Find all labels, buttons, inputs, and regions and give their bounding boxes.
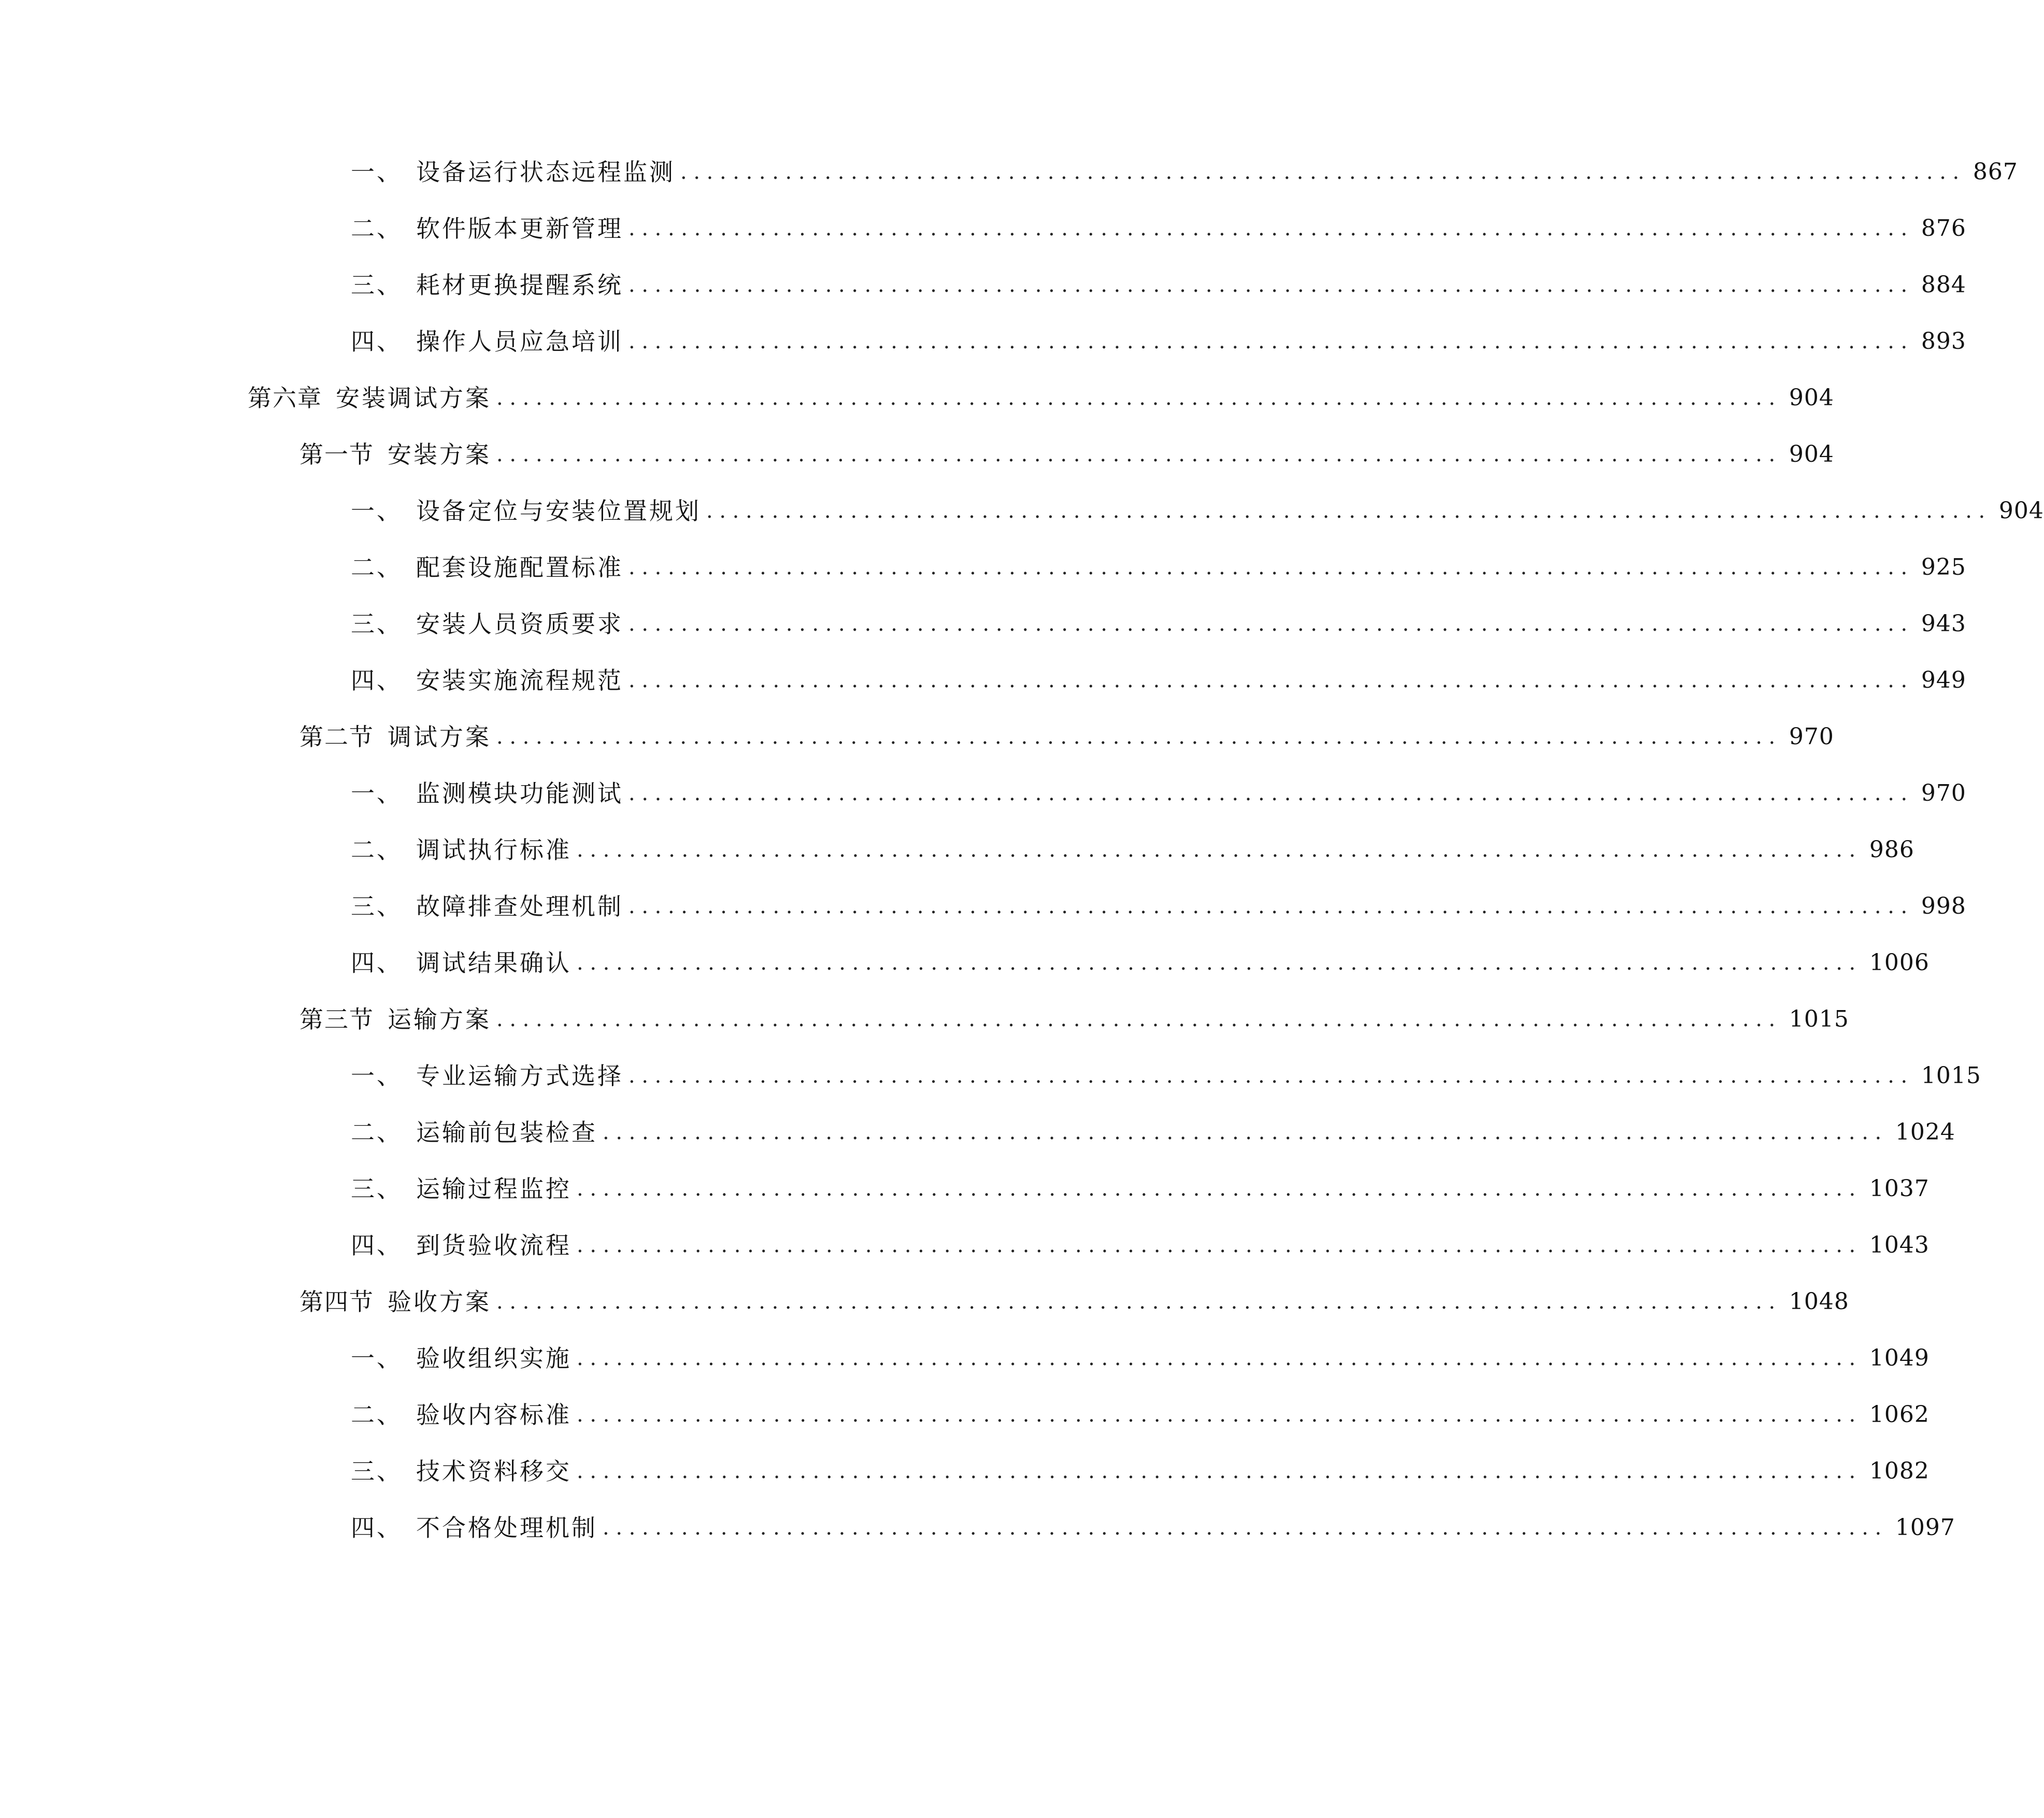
page-number: 884	[1921, 272, 1966, 298]
entry-number: 四、	[351, 1231, 403, 1259]
entry-title: 到货验收流程	[416, 1231, 571, 1259]
entry-number: 三、	[351, 1175, 403, 1203]
page-number: 904	[1998, 498, 2044, 524]
entry-title: 调试执行标准	[416, 836, 571, 864]
entry-title: 操作人员应急培训	[416, 328, 623, 356]
entry-title: 安装方案	[388, 441, 491, 468]
toc-entry[interactable]	[351, 603, 1966, 645]
entry-number: 二、	[351, 1401, 403, 1429]
toc-section-entry[interactable]	[299, 716, 1834, 758]
toc-entry[interactable]	[351, 773, 1966, 814]
dot-leader: ..................................................................................................	[577, 1459, 1862, 1483]
page-number: 904	[1789, 441, 1834, 467]
toc-section-entry[interactable]	[299, 434, 1834, 475]
entry-number: 第三节	[299, 1005, 374, 1033]
page-number: 904	[1789, 385, 1834, 411]
dot-leader: ..................................................................................................	[577, 1233, 1862, 1257]
page-number: 1015	[1789, 1006, 1849, 1032]
dot-leader: ..................................................................................................	[706, 499, 1992, 523]
entry-number: 三、	[351, 271, 403, 299]
dot-leader: ..................................................................................................	[577, 951, 1862, 975]
toc-entry[interactable]	[351, 1112, 1955, 1153]
page-number: 998	[1921, 893, 1966, 919]
page-number: 1043	[1869, 1232, 1929, 1258]
toc-entry[interactable]	[351, 1507, 1955, 1549]
entry-title: 调试方案	[388, 723, 491, 751]
entry-title: 验收组织实施	[416, 1344, 571, 1372]
entry-title: 调试结果确认	[416, 949, 571, 977]
page-number: 1062	[1869, 1401, 1929, 1428]
entry-title: 运输过程监控	[416, 1175, 571, 1203]
toc-entry[interactable]	[351, 1451, 1929, 1492]
entry-number: 一、	[351, 779, 403, 807]
entry-number: 第一节	[299, 441, 374, 468]
entry-number: 一、	[351, 1062, 403, 1090]
dot-leader: ..................................................................................................	[577, 1403, 1862, 1427]
entry-number: 第二节	[299, 723, 374, 751]
page-number: 1048	[1789, 1288, 1849, 1315]
dot-leader: ..................................................................................................	[628, 612, 1914, 636]
page-number: 970	[1921, 780, 1966, 806]
page-number: 876	[1921, 215, 1966, 242]
page-number: 867	[1972, 159, 2018, 185]
dot-leader: ..................................................................................................	[628, 556, 1914, 579]
toc-entry[interactable]	[351, 1055, 1981, 1097]
entry-title: 软件版本更新管理	[416, 215, 623, 243]
dot-leader: ..................................................................................................	[496, 725, 1782, 749]
entry-title: 验收方案	[388, 1288, 491, 1316]
toc-entry[interactable]	[351, 829, 1914, 871]
toc-entry[interactable]	[351, 1394, 1929, 1436]
dot-leader: ..................................................................................................	[628, 330, 1914, 353]
entry-title: 配套设施配置标准	[416, 553, 623, 581]
entry-number: 一、	[351, 1344, 403, 1372]
entry-number: 第六章	[248, 384, 322, 412]
entry-number: 三、	[351, 610, 403, 638]
dot-leader: ..................................................................................................	[628, 894, 1914, 918]
toc-entry[interactable]	[351, 886, 1966, 927]
page-number: 1097	[1895, 1514, 1955, 1541]
page-number: 1037	[1869, 1175, 1929, 1202]
entry-number: 二、	[351, 1118, 403, 1146]
entry-number: 四、	[351, 328, 403, 356]
dot-leader: ..................................................................................................	[496, 1290, 1782, 1314]
toc-entry[interactable]	[351, 264, 1966, 306]
entry-number: 三、	[351, 1457, 403, 1485]
entry-number: 一、	[351, 497, 403, 525]
toc-entry[interactable]	[351, 1168, 1929, 1210]
page-number: 925	[1921, 554, 1966, 580]
entry-number: 第四节	[299, 1288, 374, 1316]
page-number: 970	[1789, 723, 1834, 750]
toc-entry[interactable]	[351, 547, 1966, 588]
dot-leader: ..................................................................................................	[577, 838, 1862, 862]
toc-entry[interactable]	[351, 660, 1966, 701]
entry-title: 验收内容标准	[416, 1401, 571, 1429]
dot-leader: ..................................................................................................	[628, 1064, 1914, 1088]
dot-leader: ..................................................................................................	[628, 782, 1914, 805]
page-number: 1006	[1869, 949, 1929, 976]
dot-leader: ..................................................................................................	[628, 273, 1914, 297]
entry-title: 运输方案	[388, 1005, 491, 1033]
entry-number: 二、	[351, 215, 403, 243]
entry-number: 四、	[351, 1514, 403, 1542]
entry-title: 不合格处理机制	[416, 1514, 597, 1542]
page-number: 986	[1869, 836, 1914, 863]
dot-leader: ..................................................................................................	[603, 1516, 1888, 1540]
dot-leader: ..................................................................................................	[577, 1346, 1862, 1370]
page-number: 949	[1921, 667, 1966, 693]
dot-leader: ..................................................................................................	[628, 669, 1914, 692]
toc-entry[interactable]	[351, 321, 1966, 362]
dot-leader: ..................................................................................................	[577, 1177, 1862, 1201]
entry-number: 四、	[351, 949, 403, 977]
toc-entry[interactable]	[351, 490, 2044, 532]
entry-title: 设备运行状态远程监测	[416, 158, 675, 186]
entry-number: 四、	[351, 666, 403, 694]
page-number: 943	[1921, 610, 1966, 637]
entry-title: 故障排查处理机制	[416, 892, 623, 920]
entry-title: 设备定位与安装位置规划	[416, 497, 701, 525]
dot-leader: ..................................................................................................	[496, 1007, 1782, 1031]
dot-leader: ..................................................................................................	[496, 386, 1782, 410]
entry-number: 二、	[351, 553, 403, 581]
dot-leader: ..................................................................................................	[680, 160, 1966, 184]
entry-title: 安装实施流程规范	[416, 666, 623, 694]
toc-entry[interactable]	[351, 151, 2018, 193]
entry-number: 二、	[351, 836, 403, 864]
page-number: 1024	[1895, 1119, 1955, 1145]
entry-title: 技术资料移交	[416, 1457, 571, 1485]
entry-number: 一、	[351, 158, 403, 186]
dot-leader: ..................................................................................................	[603, 1120, 1888, 1144]
entry-title: 专业运输方式选择	[416, 1062, 623, 1090]
page-number: 893	[1921, 328, 1966, 354]
dot-leader: ..................................................................................................	[496, 443, 1782, 466]
toc-entry[interactable]	[351, 1225, 1929, 1266]
toc-entry[interactable]	[351, 942, 1929, 984]
toc-chapter-entry[interactable]	[248, 377, 1834, 419]
entry-title: 耗材更换提醒系统	[416, 271, 623, 299]
entry-title: 安装人员资质要求	[416, 610, 623, 638]
page-number: 1049	[1869, 1345, 1929, 1371]
entry-title: 运输前包装检查	[416, 1118, 597, 1146]
entry-title: 安装调试方案	[336, 384, 491, 412]
page-number: 1015	[1921, 1062, 1981, 1089]
page-number: 1082	[1869, 1458, 1929, 1484]
entry-number: 三、	[351, 892, 403, 920]
toc-section-entry[interactable]	[299, 999, 1849, 1040]
toc-entry[interactable]	[351, 1338, 1929, 1379]
dot-leader: ..................................................................................................	[628, 217, 1914, 240]
toc-entry[interactable]	[351, 208, 1966, 249]
toc-section-entry[interactable]	[299, 1281, 1849, 1323]
entry-title: 监测模块功能测试	[416, 779, 623, 807]
